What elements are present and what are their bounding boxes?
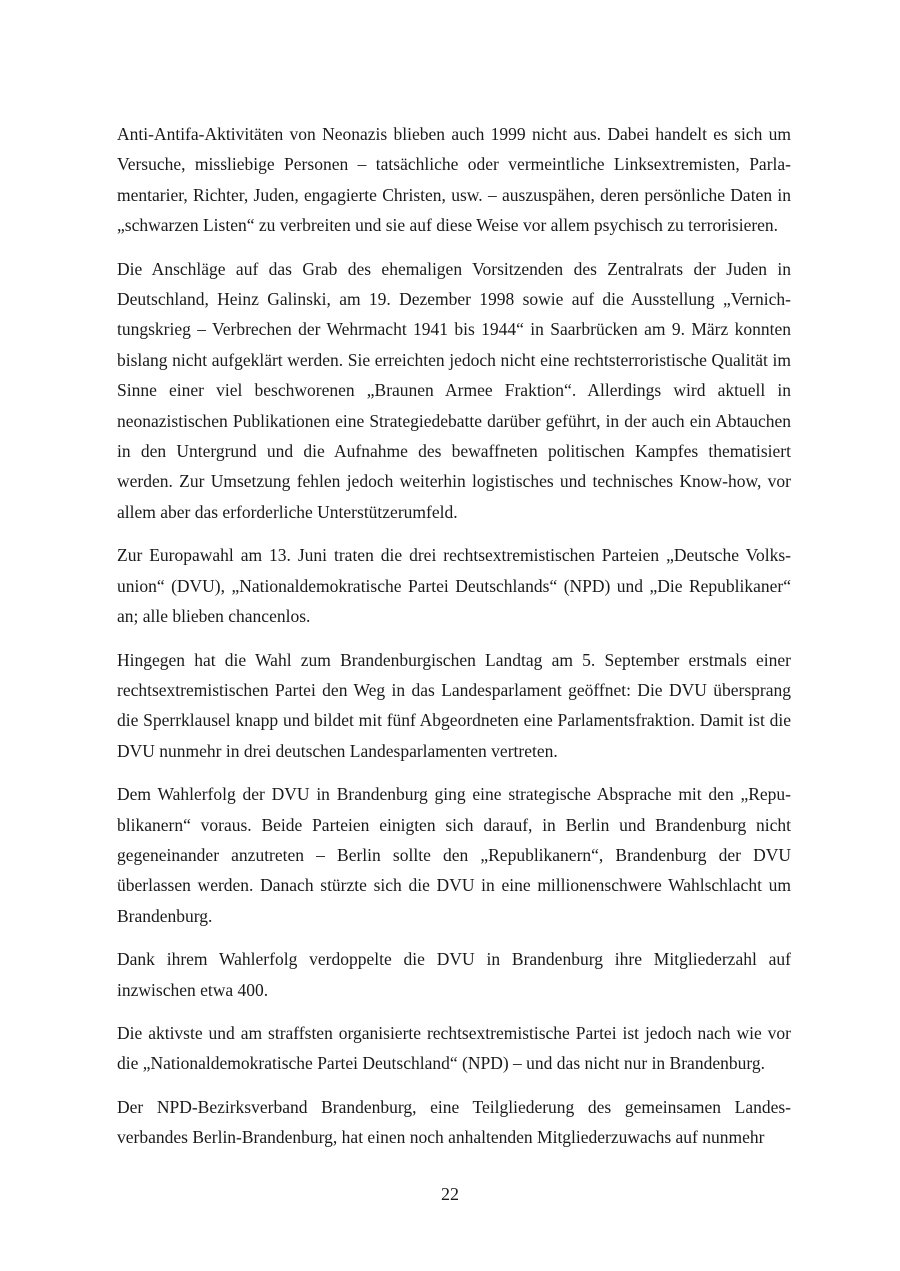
paragraph-anti-antifa: Anti-Antifa-Aktivitäten von Neonazis blieben auch 1999 nicht aus. Dabei handelt es sich um Versuche, missliebige Personen – tatsächliche oder vermeintliche Linksextremisten, Parlamentarier, Richter, Juden, engagierte Christen, usw. – auszuspähen, deren persönliche Daten in „schwarzen Listen“ zu verbreiten und sie auf diese Weise vor allem psychisch zu terrorisieren. <box>117 124 791 236</box>
paragraph-landtagswahl: Hingegen hat die Wahl zum Brandenburgischen Landtag am 5. September erstmals einer rechtsextremistischen Partei den Weg in das Landesparlament geöffnet: Die DVU übersprang die Sperrklausel knapp und bildet mit fünf Abgeordneten eine Parlamentsfraktion. Damit ist die DVU nunmehr in drei deutschen Landesparlamenten vertreten. <box>117 649 791 761</box>
paragraph-bezirksverband: Der NPD-Bezirksverband Brandenburg, eine Teilgliederung des gemeinsamen Landesverbandes Berlin-Brandenburg, hat einen noch anhaltenden Mitgliederzuwachs auf nunmehr <box>117 1096 791 1148</box>
page-number: 22 <box>441 1184 459 1204</box>
paragraph-europawahl: Zur Europawahl am 13. Juni traten die drei rechtsextremistischen Parteien „Deutsche Volksunion“ (DVU), „Nationaldemokratische Partei Deutschlands“ (NPD) und „Die Republikaner“ an; alle blieben chancenlos. <box>117 545 791 627</box>
paragraph-anschlaege: Die Anschläge auf das Grab des ehemaligen Vorsitzenden des Zentralrats der Juden in Deutschland, Heinz Galinski, am 19. Dezember 1998 sowie auf die Ausstellung „Vernichtungskrieg – Verbrechen der Wehrmacht 1941 bis 1944“ in Saarbrücken am 9. März konnten bislang nicht aufgeklärt werden. Sie erreichten jedoch nicht eine rechtsterroristische Qualität im Sinne einer viel beschworenen „Braunen Armee Fraktion“. Allerdings wird aktuell in neonazistischen Publikationen eine Strategiedebatte darüber geführt, in der auch ein Abtauchen in den Untergrund und die Aufnahme des bewaffneten politischen Kampfes thematisiert werden. Zur Umsetzung fehlen jedoch weiterhin logistisches und technisches Know-how, vor allem aber das erforderliche Unterstützerumfeld. <box>117 258 791 522</box>
paragraph-wahlerfolg: Dem Wahlerfolg der DVU in Brandenburg ging eine strategische Absprache mit den „Republikanern“ voraus. Beide Parteien einigten sich darauf, in Berlin und Brandenburg nicht gegeneinander anzutreten – Berlin sollte den „Republikanern“, Brandenburg der DVU überlassen werden. Danach stürzte sich die DVU in eine millionenschwere Wahlschlacht um Brandenburg. <box>117 784 791 926</box>
paragraph-npd: Die aktivste und am straffsten organisierte rechtsextremistische Partei ist jedoch nach wie vor die „Nationaldemokratische Partei Deutschland“ (NPD) – und das nicht nur in Brandenburg. <box>117 1022 791 1074</box>
body-text <box>117 119 791 1166</box>
paragraph-mitgliederzahl: Dank ihrem Wahlerfolg verdoppelte die DVU in Brandenburg ihre Mitgliederzahl auf inzwischen etwa 400. <box>117 949 791 1000</box>
